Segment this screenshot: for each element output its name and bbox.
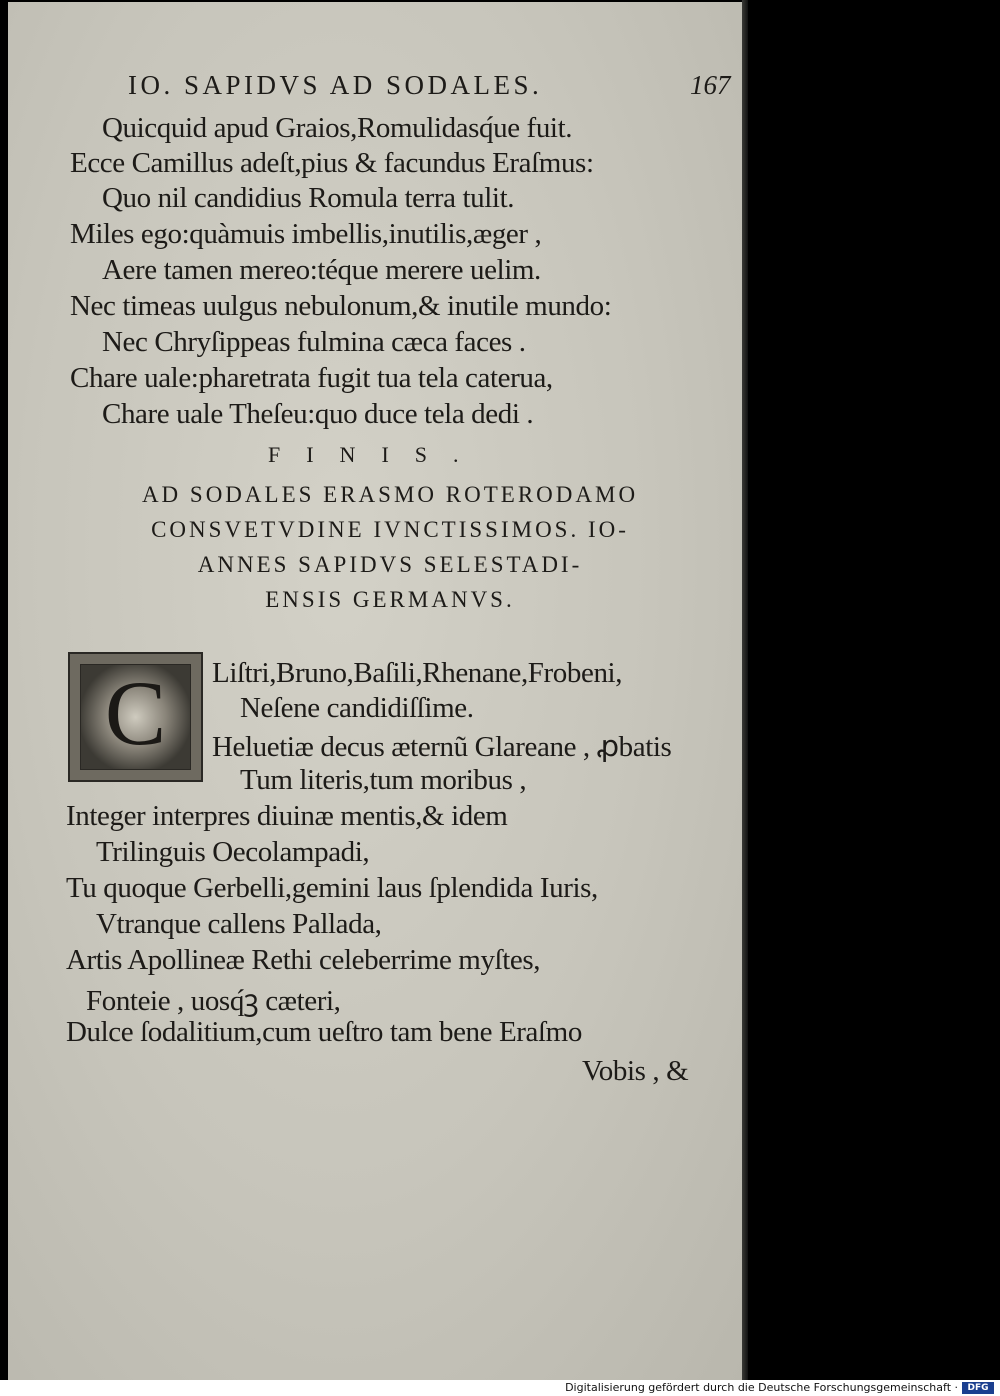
- poem-line: Miles ego:quàmuis imbellis,inutilis,æger ,: [70, 218, 542, 250]
- poem-line: Aere tamen mereo:téque merere uelim.: [102, 254, 541, 286]
- poem-line: Nec timeas uulgus nebulonum,& inutile mundo:: [70, 290, 612, 322]
- page-edge-shadow: [742, 0, 748, 1380]
- poem-line: Chare uale Theſeu:quo duce tela dedi .: [102, 398, 534, 430]
- digitization-footer: [0, 1380, 1000, 1396]
- poem-line: Tum literis,tum moribus ,: [240, 764, 527, 796]
- poem-line: Liſtri,Bruno,Baſili,Rhenane,Frobeni,: [212, 657, 623, 689]
- dedication-line: CONSVETVDINE IVNCTISSIMOS. IO-: [151, 517, 629, 542]
- dedication-line: ENSIS GERMANVS.: [265, 587, 515, 612]
- decorated-initial: [68, 652, 203, 782]
- dfg-logo: DFG: [962, 1382, 994, 1394]
- finis-heading: FINIS.: [268, 442, 485, 467]
- dedication-line: AD SODALES ERASMO ROTERODAMO: [141, 482, 639, 507]
- poem-line: Trilinguis Oecolampadi,: [96, 836, 370, 868]
- dedication-line: ANNES SAPIDVS SELESTADI-: [197, 552, 583, 577]
- running-head: IO. SAPIDVS AD SODALES.: [128, 70, 543, 100]
- poem-line: Heluetiæ decus æternũ Glareane , ꝓbatis: [212, 731, 672, 763]
- initial-letter: C: [104, 662, 167, 764]
- poem-line: Quicquid apud Graios,Romulidasq́ue fuit.: [102, 112, 573, 144]
- poem-line: Vtranque callens Pallada,: [96, 908, 382, 940]
- page-number: 167: [690, 70, 731, 100]
- poem-line: Ecce Camillus adeſt,pius & facundus Eraſmus:: [70, 147, 594, 179]
- dedication-heading: [60, 477, 720, 617]
- poem-line: Neſene candidiſſime.: [240, 692, 474, 724]
- poem-line: Nec Chryſippeas fulmina cæca faces .: [102, 326, 526, 358]
- poem-line: Integer interpres diuinæ mentis,& idem: [66, 800, 508, 832]
- poem-line: Dulce ſodalitium,cum ueſtro tam bene Eraſmo: [66, 1016, 582, 1048]
- footer-credit: Digitalisierung gefördert durch die Deutsche Forschungsgemeinschaft ·: [565, 1381, 958, 1394]
- poem-line: Fonteie , uosq́ꝫ cæteri,: [86, 985, 341, 1017]
- poem-line: Tu quoque Gerbelli,gemini laus ſplendida Iuris,: [66, 872, 598, 904]
- poem-line: Artis Apollineæ Rethi celeberrime myſtes,: [66, 944, 541, 976]
- poem-line: Chare uale:pharetrata fugit tua tela caterua,: [70, 362, 553, 394]
- poem-line: Quo nil candidius Romula terra tulit.: [102, 182, 515, 214]
- catchword: Vobis , &: [582, 1055, 689, 1087]
